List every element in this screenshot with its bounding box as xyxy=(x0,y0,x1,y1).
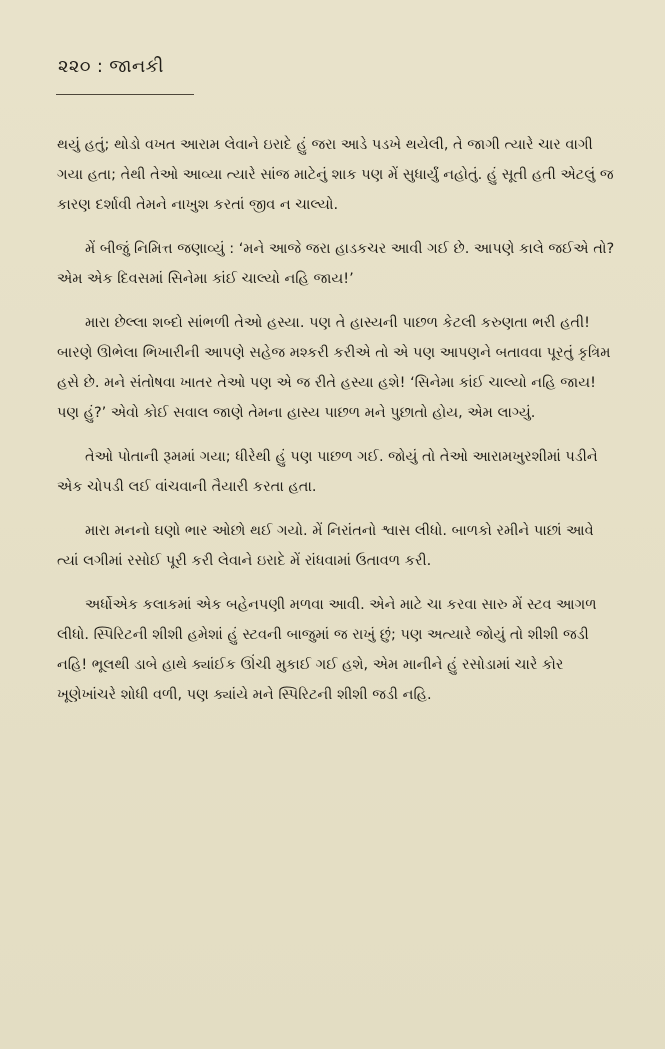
header-underline xyxy=(56,94,194,95)
page-header: ૨૨૦ : જાનકી xyxy=(58,56,164,77)
paragraph-5: મારા મનનો ઘણો ભાર ઓછો થઈ ગયો. મેં નિરાંતનો શ્વાસ લીધો. બાળકો રમીને પાછાં આવે ત્યાં લગીમાં રસોઈ પૂરી કરી લેવાને ઇરાદે મેં રાંધવામાં ઉતાવળ કરી. xyxy=(57,523,594,569)
paragraph-2: મેં બીજું નિમિત્ત જણાવ્યું : ‘મને આજે જરા હાડકચર આવી ગઈ છે. આપણે કાલે જઈએ તો? એમ એક દિવસમાં સિનેમા કાંઈ ચાલ્યો નહિ જાય!’ xyxy=(57,241,615,287)
paragraph-4: તેઓ પોતાની રૂમમાં ગયા; ધીરેથી હું પણ પાછળ ગઈ. જોયું તો તેઓ આરામખુરશીમાં પડીને એક ચોપડી લઈ વાંચવાની તૈયારી કરતા હતા. xyxy=(57,449,598,495)
paragraph-6: અર્ધોએક કલાકમાં એક બહેનપણી મળવા આવી. એને માટે ચા કરવા સારુ મેં સ્ટવ આગળ લીધો. સ્પિરિટની શીશી હમેશાં હું સ્ટવની બાજુમાં જ રાખું છું; પણ અત્યારે જોયું તો શીશી જડી નહિ! ભૂલથી ડાબે હાથે ક્યાંઈક ઊંચી મુકાઈ ગઈ હશે, એમ માનીને હું રસોડામાં ચારે કોર ખૂણેખાંચરે શોધી વળી, પણ ક્યાંયે મને સ્પિરિટની શીશી જડી નહિ. xyxy=(57,597,597,703)
page-body xyxy=(57,130,617,724)
paragraph-1: થયું હતું; થોડો વખત આરામ લેવાને ઇરાદે હું જરા આડે પડખે થયેલી, તે જાગી ત્યારે ચાર વાગી ગયા હતા; તેથી તેઓ આવ્યા ત્યારે સાંજ માટેનું શાક પણ મેં સુધાર્યું નહોતું. હું સૂતી હતી એટલું જ કારણ દર્શાવી તેમને નાખુશ કરતાં જીવ ન ચાલ્યો. xyxy=(57,137,614,213)
paragraph-3: મારા છેલ્લા શબ્દો સાંભળી તેઓ હસ્યા. પણ તે હાસ્યની પાછળ કેટલી કરુણતા ભરી હતી! બારણે ઊભેલા ભિખારીની આપણે સહેજ મશ્કરી કરીએ તો એ પણ આપણને બતાવવા પૂરતું કૃત્રિમ હસે છે. મને સંતોષવા ખાતર તેઓ પણ એ જ રીતે હસ્યા હશે! ‘સિનેમા કાંઈ ચાલ્યો નહિ જાય! પણ હું?’ એવો કોઈ સવાલ જાણે તેમના હાસ્ય પાછળ મને પુછાતો હોય, એમ લાગ્યું. xyxy=(57,315,611,421)
